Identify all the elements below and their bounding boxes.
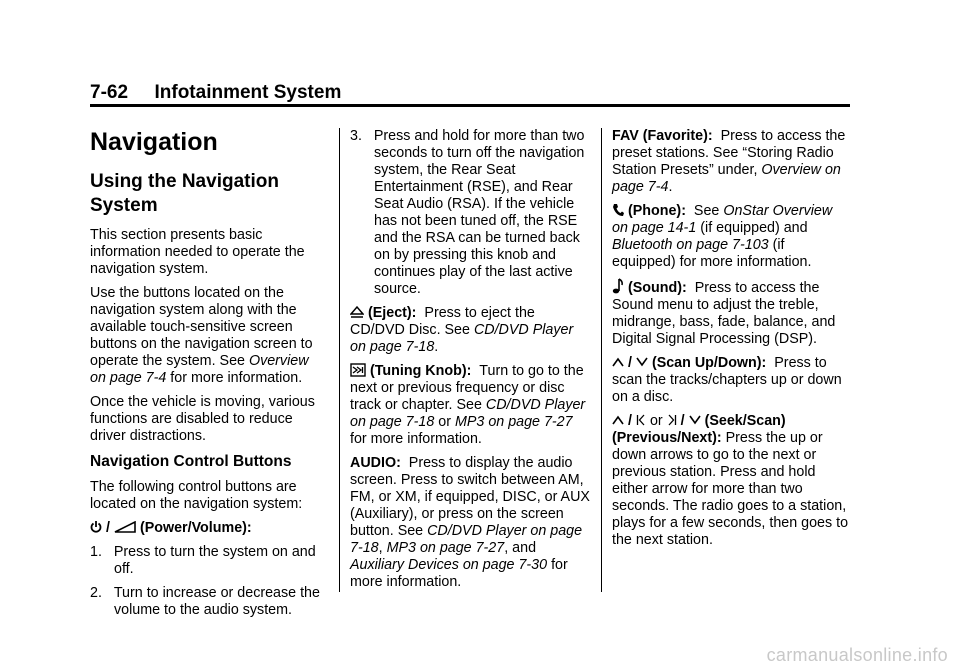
column-2 — [350, 128, 590, 598]
text-run: Use the buttons located on the navigation system along with the available touch-sensitive screen buttons on the navigation screen to operate the system. See — [90, 285, 313, 369]
heading-navigation: Navigation — [90, 128, 218, 156]
text-run: or — [434, 414, 455, 430]
header-rule — [90, 104, 850, 107]
page-reference: MP3 on page 7-27 — [386, 540, 505, 556]
separator: / — [105, 520, 110, 536]
text-run: Press to scan the tracks/chapters up or down on a disc. — [612, 355, 842, 405]
tuning-knob-icon — [350, 363, 366, 377]
page-reference: Bluetooth on page 7-103 — [612, 237, 769, 253]
audio-label: AUDIO: — [350, 455, 401, 471]
text-run: Press the up or down arrows to go to the next or previous station. Press and hold either arrow for more than two seconds. The radio goes to a station, plays for a few seconds, then goes to the next station. — [612, 430, 849, 548]
previous-icon — [636, 414, 646, 426]
music-note-icon — [612, 278, 624, 294]
text-run: . — [668, 179, 673, 195]
eject-icon — [350, 305, 364, 319]
phone-icon — [612, 203, 624, 217]
list-text: Press to turn the system on and off. — [113, 544, 316, 577]
page-reference: Auxiliary Devices on page 7-30 — [350, 557, 548, 573]
list-item — [90, 585, 328, 619]
text-run: for more information. — [350, 431, 482, 447]
list-item — [90, 544, 328, 578]
sound-entry — [612, 278, 852, 348]
power-list-continued — [350, 128, 590, 298]
column-divider-right — [601, 128, 602, 592]
text-run: Press to eject the CD/DVD Disc. See — [350, 305, 535, 338]
page-reference: OnStar Overview on page 14-1 — [612, 203, 833, 236]
favorite-entry — [612, 128, 852, 196]
page-reference: CD/DVD Player on page 7-18 — [350, 397, 586, 430]
text-run: , and — [504, 540, 537, 556]
phone-entry — [612, 203, 852, 271]
page-reference: CD/DVD Player on page 7-18 — [350, 523, 583, 556]
page-reference: MP3 on page 7-27 — [454, 414, 573, 430]
volume-icon — [114, 521, 136, 533]
up-arrow-icon — [612, 415, 624, 425]
text-run: (if equipped) for more information. — [612, 237, 812, 270]
page-reference: Overview on page 7-4 — [90, 353, 309, 386]
page-number: 7-62 — [90, 82, 129, 103]
text-run: or — [649, 413, 663, 429]
sound-label: (Sound): — [627, 280, 687, 296]
eject-entry — [350, 305, 590, 356]
tuning-label: (Tuning Knob): — [369, 363, 472, 379]
buttons-paragraph — [90, 285, 328, 387]
text-run: . — [434, 339, 439, 355]
list-number: 3. — [350, 128, 362, 144]
next-icon — [667, 414, 677, 426]
up-arrow-icon — [612, 357, 624, 367]
moving-paragraph: Once the vehicle is moving, various functions are disabled to reduce driver distractions. — [90, 394, 315, 444]
list-item — [350, 128, 590, 298]
phone-label: (Phone): — [627, 203, 686, 219]
seek-entry — [612, 413, 852, 549]
seek-label: (Seek/Scan) (Previous/Next): — [612, 413, 786, 446]
tuning-entry — [350, 363, 590, 448]
page-header — [90, 82, 850, 104]
page-reference: CD/DVD Player on page 7-18 — [350, 322, 574, 355]
power-icon — [90, 520, 102, 534]
watermark: carmanualsonline.info — [766, 645, 948, 665]
separator: / — [627, 355, 632, 371]
text-run: , — [378, 540, 387, 556]
scan-label: (Scan Up/Down): — [651, 355, 767, 371]
column-1 — [90, 128, 328, 626]
text-run: Press to access the Sound menu to adjust the treble, midrange, bass, fade, balance, and Digital Signal Processing (DSP). — [612, 280, 836, 347]
power-volume-label: (Power/Volume): — [139, 520, 252, 536]
separator: / — [627, 413, 632, 429]
column-divider-left — [339, 128, 340, 592]
intro-paragraph: This section presents basic information needed to operate the navigation system. — [90, 227, 305, 277]
section-title: Infotainment System — [154, 82, 342, 103]
list-number: 1. — [90, 544, 102, 560]
control-intro: The following control buttons are located on the navigation system: — [90, 479, 303, 512]
heading-control-buttons: Navigation Control Buttons — [90, 453, 292, 470]
column-3 — [612, 128, 852, 556]
text-run: for more information. — [166, 370, 303, 386]
scan-entry — [612, 355, 852, 406]
power-volume-entry — [90, 520, 328, 537]
favorite-label: FAV (Favorite): — [612, 128, 713, 144]
down-arrow-icon — [689, 415, 701, 425]
separator: / — [680, 413, 685, 429]
list-text: Press and hold for more than two seconds to turn off the navigation system, the Rear Seat Entertainment (RSE), and Rear Seat Audio (RSA). If the vehicle has not been tuned off, the RSE and the RSA can be turned back on by pressing this knob and continues play of the last active source. — [373, 128, 585, 297]
audio-entry — [350, 455, 590, 591]
text-run: Press to display the audio screen. Press to switch between AM, FM, or XM, if equipped, DISC, or AUX (Auxiliary), or press on the screen button. See — [350, 455, 590, 539]
text-run: (if equipped) and — [696, 220, 808, 236]
text-run: Turn to go to the next or previous frequency or disc track or chapter. See — [350, 363, 584, 413]
text-run: See — [693, 203, 724, 219]
text-run: for more information. — [350, 557, 568, 590]
heading-using-navigation: Using the Navigation System — [90, 171, 279, 216]
down-arrow-icon — [636, 357, 648, 367]
list-text: Turn to increase or decrease the volume to the audio system. — [113, 585, 320, 618]
eject-label: (Eject): — [367, 305, 417, 321]
text-run: Press to access the preset stations. See “Storing Radio Station Presets” under, — [612, 128, 846, 178]
list-number: 2. — [90, 585, 102, 601]
power-list — [90, 544, 328, 619]
page-reference: Overview on page 7-4 — [612, 162, 841, 195]
